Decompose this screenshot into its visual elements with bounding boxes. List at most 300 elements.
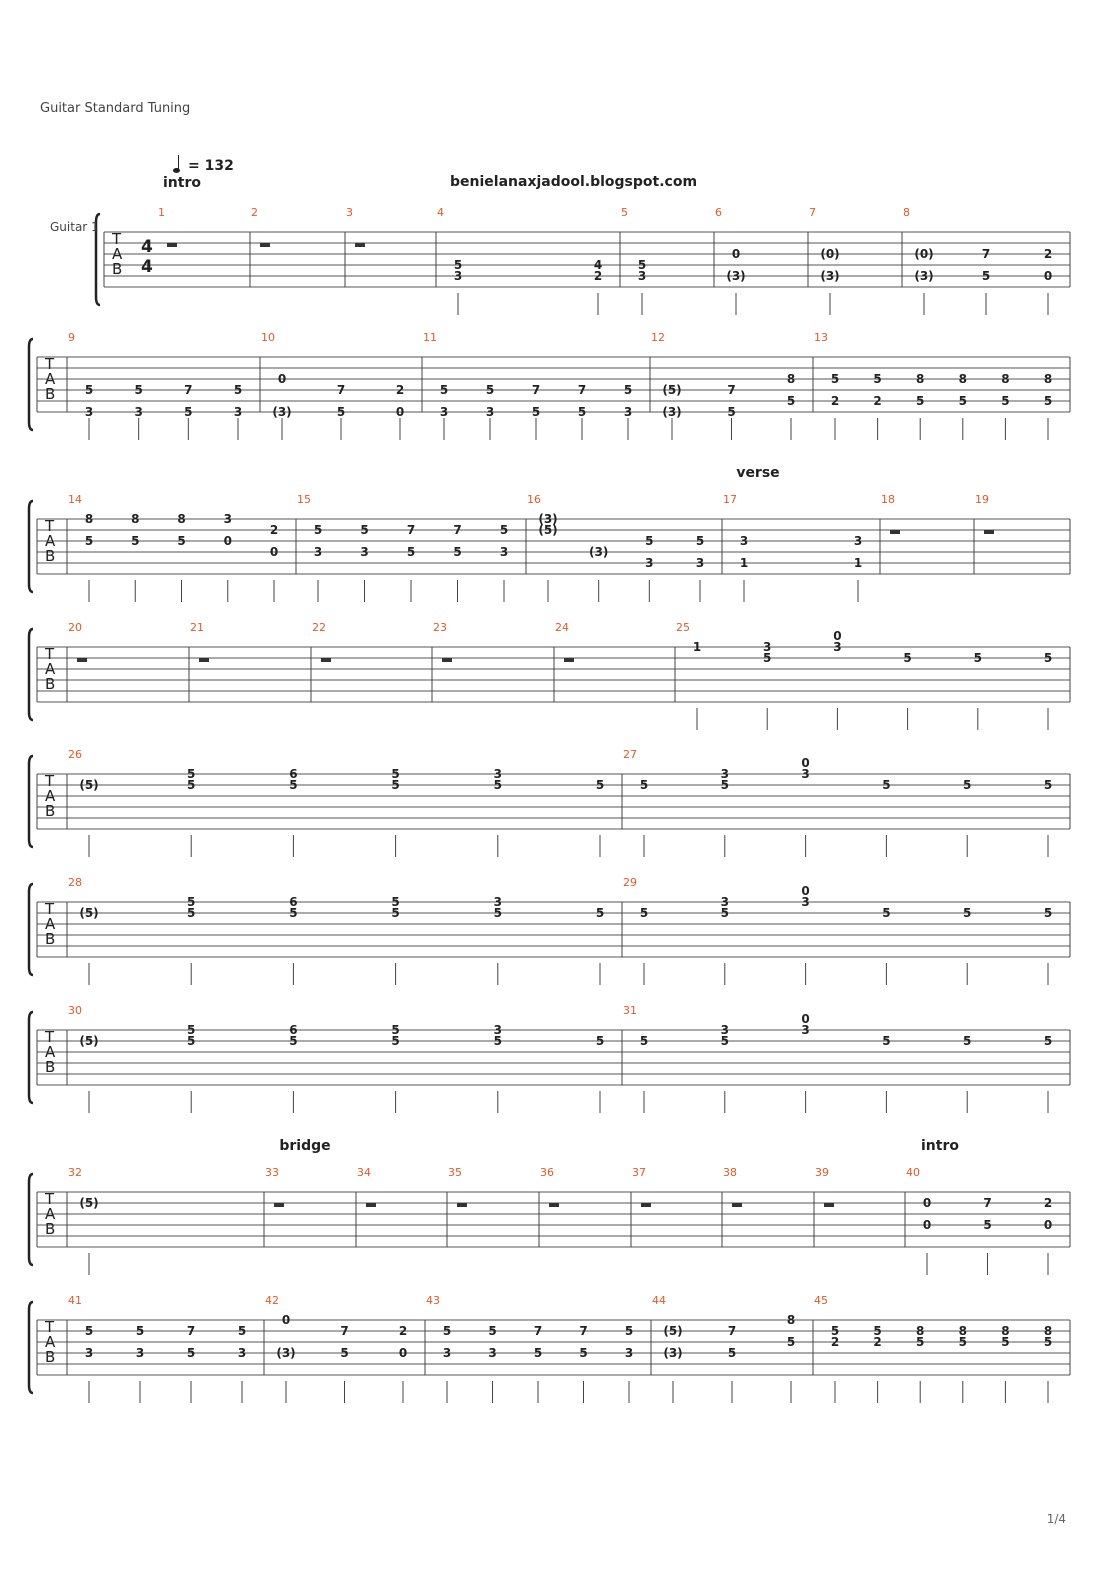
- tab-clef-letter: B: [45, 1348, 56, 1366]
- fret-number: 7: [981, 247, 991, 261]
- rest-icon: [167, 243, 177, 247]
- fret-number: 3: [801, 1023, 810, 1037]
- rest-icon: [824, 1203, 834, 1207]
- rest-icon: [549, 1203, 559, 1207]
- fret-number: 5: [981, 269, 991, 283]
- tab-clef-letter: B: [45, 930, 56, 948]
- fret-number: 5: [763, 651, 772, 665]
- fret-number: 2: [873, 394, 882, 408]
- fret-number: 5: [595, 778, 605, 792]
- fret-number: 5: [233, 383, 243, 397]
- fret-number: 3: [488, 1346, 497, 1360]
- fret-number: 5: [391, 778, 400, 792]
- rest-icon: [274, 1203, 284, 1207]
- fret-number: 5: [595, 1034, 605, 1048]
- fret-number: 8: [786, 372, 796, 386]
- measure-number: 5: [621, 206, 628, 219]
- section-label: bridge: [279, 1138, 331, 1154]
- fret-number: 5: [391, 906, 400, 920]
- measure-number: 9: [68, 331, 75, 344]
- website-label: benielanaxjadool.blogspot.com: [450, 174, 698, 190]
- fret-number: 7: [579, 1324, 588, 1338]
- rest-icon: [442, 658, 452, 662]
- fret-number: 8: [958, 372, 967, 386]
- fret-number: 3: [135, 1346, 145, 1360]
- measure-number: 22: [312, 621, 326, 634]
- rest-icon: [355, 243, 365, 247]
- fret-number: 7: [983, 1196, 992, 1210]
- fret-number: 5: [84, 383, 94, 397]
- tab-clef-letter: B: [112, 260, 123, 278]
- fret-number: (3): [914, 269, 934, 283]
- fret-number: 5: [786, 1335, 796, 1349]
- tab-clef-letter: T: [45, 1028, 55, 1046]
- fret-number: 5: [624, 1324, 634, 1338]
- measure-number: 39: [815, 1166, 829, 1179]
- fret-number: 7: [531, 383, 541, 397]
- fret-number: 2: [830, 394, 840, 408]
- fret-number: 0: [1043, 1218, 1053, 1232]
- measure-number: 35: [448, 1166, 462, 1179]
- fret-number: 5: [84, 534, 94, 548]
- fret-number: 7: [184, 383, 193, 397]
- system-bracket: [29, 756, 33, 847]
- measure-number: 41: [68, 1294, 82, 1307]
- fret-number: 5: [485, 383, 495, 397]
- fret-number: 1: [853, 556, 863, 570]
- section-label: intro: [921, 1138, 959, 1154]
- fret-number: 5: [186, 1346, 196, 1360]
- fret-number: 5: [639, 1034, 649, 1048]
- measure-number: 27: [623, 748, 637, 761]
- tab-clef-letter: T: [45, 355, 55, 373]
- fret-number: 5: [916, 394, 925, 408]
- fret-number: 1: [739, 556, 749, 570]
- fret-number: 5: [639, 778, 649, 792]
- fret-number: 0: [922, 1196, 932, 1210]
- fret-number: 3: [237, 1346, 247, 1360]
- system-bracket: [29, 501, 33, 592]
- fret-number: 5: [135, 1324, 145, 1338]
- fret-number: 5: [177, 534, 186, 548]
- tab-clef-letter: A: [45, 660, 56, 678]
- fret-number: 5: [1001, 394, 1010, 408]
- fret-number: 5: [391, 1034, 400, 1048]
- fret-number: 3: [763, 640, 772, 654]
- fret-number: 5: [903, 651, 912, 665]
- fret-number: 5: [493, 1034, 502, 1048]
- fret-number: 5: [727, 405, 736, 419]
- fret-number: 3: [801, 895, 810, 909]
- fret-number: 1: [692, 640, 702, 654]
- fret-number: 5: [360, 523, 369, 537]
- fret-number: 6: [289, 1023, 298, 1037]
- fret-number: 3: [84, 1346, 94, 1360]
- fret-number: 8: [177, 512, 186, 526]
- rest-icon: [366, 1203, 376, 1207]
- fret-number: 7: [577, 383, 587, 397]
- fret-number: 3: [853, 534, 863, 548]
- rest-icon: [890, 530, 900, 534]
- fret-number: 3: [439, 405, 449, 419]
- fret-number: 8: [786, 1313, 796, 1327]
- fret-number: 6: [289, 767, 298, 781]
- rest-icon: [199, 658, 209, 662]
- measure-number: 25: [676, 621, 690, 634]
- fret-number: 3: [624, 1346, 634, 1360]
- fret-number: 5: [873, 1324, 882, 1338]
- fret-number: 5: [1043, 1034, 1053, 1048]
- fret-number: 7: [453, 523, 462, 537]
- tab-clef-letter: B: [45, 1058, 56, 1076]
- measure-number: 30: [68, 1004, 82, 1017]
- measure-number: 28: [68, 876, 82, 889]
- fret-number: (5): [538, 523, 558, 537]
- fret-number: 0: [1043, 269, 1053, 283]
- fret-number: 3: [313, 545, 323, 559]
- fret-number: 0: [269, 545, 279, 559]
- measure-number: 10: [261, 331, 275, 344]
- measure-number: 21: [190, 621, 204, 634]
- fret-number: 5: [187, 767, 196, 781]
- fret-number: 8: [958, 1324, 967, 1338]
- fret-number: 5: [637, 258, 647, 272]
- fret-number: 7: [186, 1324, 196, 1338]
- tab-clef-letter: A: [45, 787, 56, 805]
- fret-number: 5: [533, 1346, 543, 1360]
- fret-number: 3: [739, 534, 749, 548]
- measure-number: 15: [297, 493, 311, 506]
- fret-number: 5: [439, 383, 449, 397]
- fret-number: 5: [442, 1324, 452, 1338]
- fret-number: 3: [84, 405, 94, 419]
- measure-number: 40: [906, 1166, 920, 1179]
- measure-number: 19: [975, 493, 989, 506]
- tab-clef-letter: B: [45, 675, 56, 693]
- fret-number: 5: [184, 405, 193, 419]
- fret-number: 5: [963, 778, 972, 792]
- measure-number: 45: [814, 1294, 828, 1307]
- fret-number: 3: [499, 545, 509, 559]
- fret-number: (3): [662, 405, 682, 419]
- fret-number: (5): [79, 778, 99, 792]
- fret-number: 5: [973, 651, 982, 665]
- tab-clef-letter: T: [45, 772, 55, 790]
- measure-number: 31: [623, 1004, 637, 1017]
- fret-number: 0: [223, 534, 232, 548]
- fret-number: 5: [391, 767, 400, 781]
- fret-number: 5: [493, 906, 502, 920]
- fret-number: 5: [134, 383, 143, 397]
- fret-number: 5: [289, 778, 298, 792]
- measure-number: 4: [437, 206, 444, 219]
- time-signature-top: 4: [141, 237, 153, 257]
- tab-clef-letter: A: [45, 1333, 56, 1351]
- page-number: 1/4: [1046, 1512, 1066, 1526]
- fret-number: 0: [801, 884, 810, 898]
- fret-number: 3: [623, 405, 633, 419]
- measure-number: 36: [540, 1166, 554, 1179]
- measure-number: 34: [357, 1166, 371, 1179]
- fret-number: 3: [493, 1023, 502, 1037]
- fret-number: 5: [963, 1034, 972, 1048]
- fret-number: 5: [958, 1335, 967, 1349]
- measure-number: 12: [651, 331, 665, 344]
- fret-number: 5: [453, 545, 462, 559]
- section-label: intro: [163, 175, 201, 191]
- fret-number: 5: [695, 534, 705, 548]
- fret-number: 4: [593, 258, 603, 272]
- fret-number: 5: [531, 405, 541, 419]
- rest-icon: [260, 243, 270, 247]
- fret-number: (5): [79, 906, 99, 920]
- fret-number: 7: [727, 383, 736, 397]
- fret-number: 2: [269, 523, 279, 537]
- tab-clef-letter: T: [112, 230, 122, 248]
- tab-clef-letter: A: [112, 245, 123, 263]
- fret-number: 5: [1043, 394, 1053, 408]
- tab-clef-letter: B: [45, 802, 56, 820]
- fret-number: 5: [289, 906, 298, 920]
- fret-number: 0: [922, 1218, 932, 1232]
- fret-number: 5: [983, 1218, 992, 1232]
- measure-number: 16: [527, 493, 541, 506]
- fret-number: 3: [134, 405, 143, 419]
- fret-number: (3): [820, 269, 840, 283]
- fret-number: (3): [726, 269, 746, 283]
- fret-number: 0: [731, 247, 741, 261]
- tab-clef-letter: A: [45, 532, 56, 550]
- fret-number: (5): [663, 1324, 683, 1338]
- fret-number: (5): [79, 1196, 99, 1210]
- fret-number: 5: [595, 906, 605, 920]
- measure-number: 42: [265, 1294, 279, 1307]
- tab-clef-letter: A: [45, 1205, 56, 1223]
- fret-number: 2: [1043, 1196, 1053, 1210]
- fret-number: 5: [391, 895, 400, 909]
- fret-number: 5: [830, 372, 840, 386]
- fret-number: 5: [187, 906, 196, 920]
- fret-number: 3: [801, 767, 810, 781]
- fret-number: 5: [882, 1034, 891, 1048]
- fret-number: 3: [720, 895, 729, 909]
- measure-number: 6: [715, 206, 722, 219]
- fret-number: 8: [916, 1324, 925, 1338]
- fret-number: 5: [1043, 906, 1053, 920]
- fret-number: 5: [720, 906, 729, 920]
- tab-clef-letter: T: [45, 1190, 55, 1208]
- fret-number: 8: [1001, 1324, 1010, 1338]
- fret-number: 5: [873, 372, 882, 386]
- fret-number: 3: [493, 767, 502, 781]
- fret-number: 8: [1043, 1324, 1053, 1338]
- fret-number: (3): [276, 1346, 296, 1360]
- fret-number: 5: [336, 405, 346, 419]
- fret-number: 3: [720, 767, 729, 781]
- fret-number: 0: [833, 629, 842, 643]
- fret-number: 7: [340, 1324, 349, 1338]
- fret-number: 8: [916, 372, 925, 386]
- system-bracket: [29, 1302, 33, 1393]
- measure-number: 20: [68, 621, 82, 634]
- fret-number: (3): [663, 1346, 683, 1360]
- fret-number: 5: [577, 405, 587, 419]
- tab-clef-letter: T: [45, 517, 55, 535]
- fret-number: 5: [645, 534, 654, 548]
- fret-number: 0: [277, 372, 287, 386]
- fret-number: 2: [398, 1324, 408, 1338]
- measure-number: 14: [68, 493, 82, 506]
- measure-number: 1: [158, 206, 165, 219]
- fret-number: 3: [223, 512, 232, 526]
- measure-number: 2: [251, 206, 258, 219]
- fret-number: 3: [695, 556, 705, 570]
- measure-number: 38: [723, 1166, 737, 1179]
- fret-number: 3: [485, 405, 495, 419]
- tab-clef-letter: A: [45, 915, 56, 933]
- fret-number: 5: [882, 778, 891, 792]
- measure-number: 24: [555, 621, 569, 634]
- fret-number: 5: [187, 1023, 196, 1037]
- fret-number: 5: [313, 523, 323, 537]
- measure-number: 18: [881, 493, 895, 506]
- fret-number: 6: [289, 895, 298, 909]
- fret-number: 2: [830, 1335, 840, 1349]
- fret-number: 5: [391, 1023, 400, 1037]
- rest-icon: [321, 658, 331, 662]
- fret-number: 5: [830, 1324, 840, 1338]
- fret-number: 0: [395, 405, 405, 419]
- rest-icon: [564, 658, 574, 662]
- measure-number: 44: [652, 1294, 666, 1307]
- fret-number: 8: [84, 512, 94, 526]
- fret-number: 3: [493, 895, 502, 909]
- system-bracket: [29, 1174, 33, 1265]
- fret-number: 3: [645, 556, 654, 570]
- fret-number: 8: [1043, 372, 1053, 386]
- fret-number: 3: [360, 545, 369, 559]
- system-bracket: [29, 884, 33, 975]
- fret-number: 0: [801, 1012, 810, 1026]
- fret-number: 5: [84, 1324, 94, 1338]
- fret-number: 3: [442, 1346, 452, 1360]
- measure-number: 23: [433, 621, 447, 634]
- fret-number: 5: [916, 1335, 925, 1349]
- rest-icon: [77, 658, 87, 662]
- fret-number: 3: [453, 269, 463, 283]
- time-signature-bottom: 4: [141, 257, 153, 277]
- fret-number: 5: [720, 778, 729, 792]
- fret-number: 5: [131, 534, 140, 548]
- measure-number: 3: [346, 206, 353, 219]
- fret-number: (5): [79, 1034, 99, 1048]
- fret-number: 5: [187, 1034, 196, 1048]
- fret-number: 5: [187, 895, 196, 909]
- fret-number: (3): [589, 545, 609, 559]
- section-label: verse: [736, 465, 780, 481]
- fret-number: 5: [727, 1346, 737, 1360]
- rest-icon: [641, 1203, 651, 1207]
- system-bracket: [29, 339, 33, 430]
- fret-number: (3): [538, 512, 558, 526]
- fret-number: 5: [623, 383, 633, 397]
- fret-number: 3: [720, 1023, 729, 1037]
- fret-number: 5: [499, 523, 509, 537]
- fret-number: (0): [914, 247, 934, 261]
- fret-number: 5: [187, 778, 196, 792]
- tab-clef-letter: B: [45, 385, 56, 403]
- measure-number: 7: [809, 206, 816, 219]
- system-bracket: [29, 629, 33, 720]
- fret-number: 5: [406, 545, 416, 559]
- measure-number: 29: [623, 876, 637, 889]
- fret-number: 7: [727, 1324, 737, 1338]
- fret-number: 0: [281, 1313, 291, 1327]
- fret-number: 5: [289, 1034, 298, 1048]
- fret-number: 5: [579, 1346, 588, 1360]
- fret-number: 0: [398, 1346, 408, 1360]
- fret-number: 5: [1043, 651, 1053, 665]
- tab-clef-letter: A: [45, 1043, 56, 1061]
- fret-number: 5: [958, 394, 967, 408]
- fret-number: 7: [336, 383, 346, 397]
- measure-number: 26: [68, 748, 82, 761]
- fret-number: 3: [833, 640, 842, 654]
- measure-number: 17: [723, 493, 737, 506]
- fret-number: (5): [662, 383, 682, 397]
- tuning-label: Guitar Standard Tuning: [40, 101, 191, 116]
- system-bracket: [29, 1012, 33, 1103]
- tab-clef-letter: B: [45, 547, 56, 565]
- fret-number: 3: [233, 405, 243, 419]
- rest-icon: [984, 530, 994, 534]
- measure-number: 13: [814, 331, 828, 344]
- fret-number: (3): [272, 405, 292, 419]
- fret-number: (0): [820, 247, 840, 261]
- fret-number: 5: [340, 1346, 349, 1360]
- fret-number: 5: [488, 1324, 497, 1338]
- measure-number: 33: [265, 1166, 279, 1179]
- tab-clef-letter: A: [45, 370, 56, 388]
- measure-number: 8: [903, 206, 910, 219]
- measure-number: 43: [426, 1294, 440, 1307]
- tempo-value: = 132: [188, 158, 234, 174]
- tab-clef-letter: T: [45, 900, 55, 918]
- rest-icon: [732, 1203, 742, 1207]
- fret-number: 7: [533, 1324, 543, 1338]
- fret-number: 5: [720, 1034, 729, 1048]
- fret-number: 2: [593, 269, 603, 283]
- tab-clef-letter: T: [45, 1318, 55, 1336]
- fret-number: 5: [882, 906, 891, 920]
- fret-number: 0: [801, 756, 810, 770]
- tab-clef-letter: B: [45, 1220, 56, 1238]
- fret-number: 2: [873, 1335, 882, 1349]
- measure-number: 32: [68, 1166, 82, 1179]
- fret-number: 8: [1001, 372, 1010, 386]
- tab-clef-letter: T: [45, 645, 55, 663]
- fret-number: 5: [493, 778, 502, 792]
- track-name: Guitar 1: [50, 220, 99, 234]
- fret-number: 2: [1043, 247, 1053, 261]
- fret-number: 5: [1043, 1335, 1053, 1349]
- fret-number: 7: [406, 523, 416, 537]
- fret-number: 5: [1001, 1335, 1010, 1349]
- measure-number: 37: [632, 1166, 646, 1179]
- rest-icon: [457, 1203, 467, 1207]
- fret-number: 5: [963, 906, 972, 920]
- fret-number: 5: [1043, 778, 1053, 792]
